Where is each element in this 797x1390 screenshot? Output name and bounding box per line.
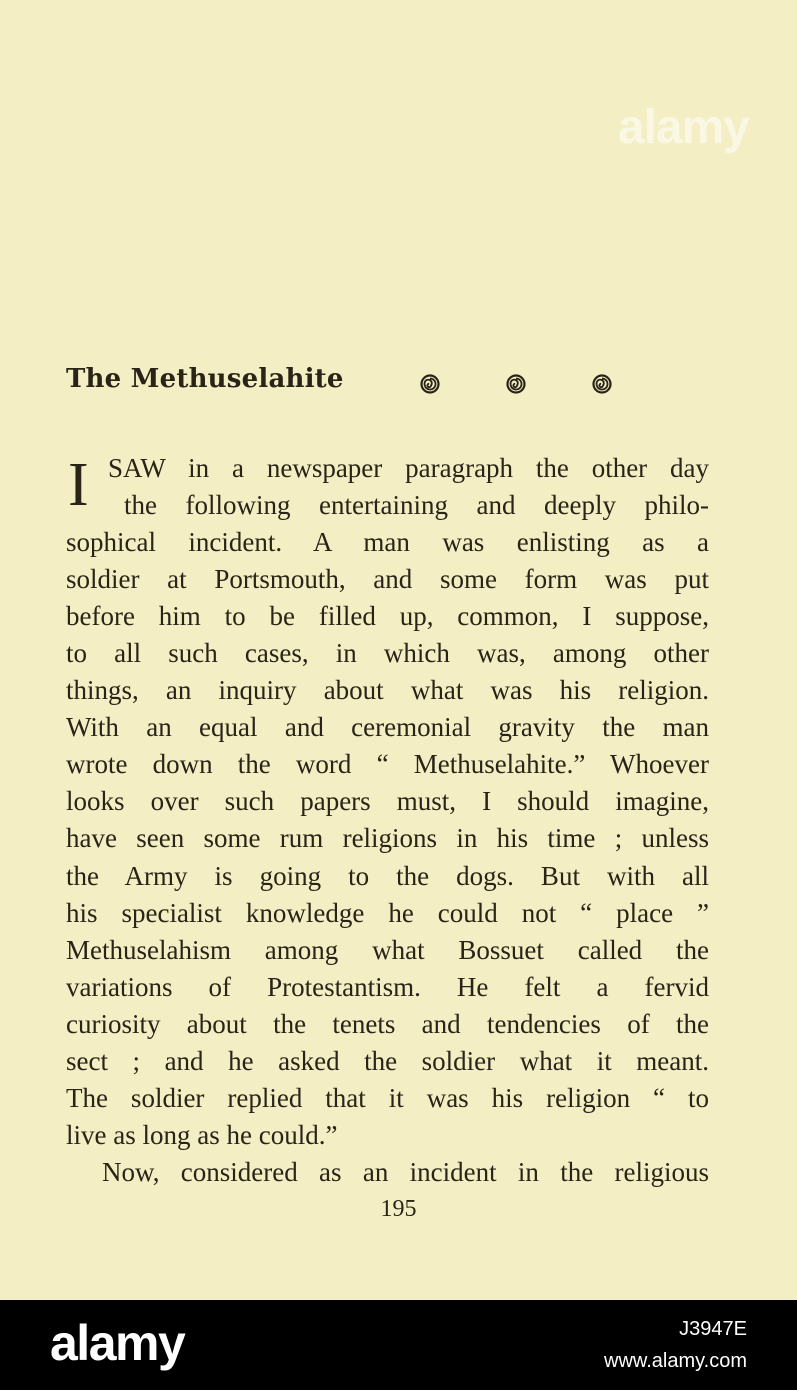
text-line: sophical incident. A man was enlisting as a — [66, 527, 709, 558]
chapter-title: The Methuselahite — [66, 364, 344, 394]
text-line: sect ; and he asked the soldier what it meant. — [66, 1045, 709, 1076]
swirl-ornament-icon — [420, 374, 440, 394]
chapter-heading — [66, 360, 726, 410]
text-line: With an equal and ceremonial gravity the man — [66, 712, 709, 743]
text-line: live as long as he could.” — [66, 1119, 338, 1150]
swirl-ornament-icon — [506, 374, 526, 394]
text-line: the following entertaining and deeply philo- — [124, 490, 709, 521]
watermark: alamy — [617, 101, 749, 154]
watermark-footer — [0, 1300, 797, 1390]
swirl-ornament-icon — [592, 374, 612, 394]
footer-logo: alamy — [50, 1315, 185, 1371]
page-number: 195 — [380, 1196, 417, 1222]
footer-url: www.alamy.com — [604, 1350, 747, 1372]
drop-cap: I — [68, 451, 89, 519]
text-line: soldier at Portsmouth, and some form was put — [66, 564, 709, 595]
text-line: SAW in a newspaper paragraph the other day — [108, 453, 709, 483]
text-line: The soldier replied that it was his religion “ to — [66, 1082, 709, 1113]
text-line: the Army is going to the dogs. But with all — [66, 860, 709, 891]
text-line: to all such cases, in which was, among other — [66, 638, 709, 669]
text-line: Now, considered as an incident in the religious — [102, 1156, 709, 1187]
text-line: his specialist knowledge he could not “ place ” — [66, 897, 709, 928]
text-line: before him to be filled up, common, I suppose, — [66, 601, 709, 632]
image-code: J3947E — [679, 1318, 747, 1340]
text-line: things, an inquiry about what was his religion. — [66, 675, 709, 706]
text-line: variations of Protestantism. He felt a fervid — [66, 971, 709, 1002]
text-line: Methuselahism among what Bossuet called the — [66, 934, 709, 965]
body-text — [66, 450, 709, 1191]
text-line: curiosity about the tenets and tendencies of the — [66, 1008, 709, 1039]
text-line: have seen some rum religions in his time ; unless — [66, 823, 709, 854]
text-line: looks over such papers must, I should imagine, — [66, 786, 709, 817]
first-paragraph — [66, 450, 709, 1154]
text-line: wrote down the word “ Methuselahite.” Whoever — [66, 749, 709, 780]
